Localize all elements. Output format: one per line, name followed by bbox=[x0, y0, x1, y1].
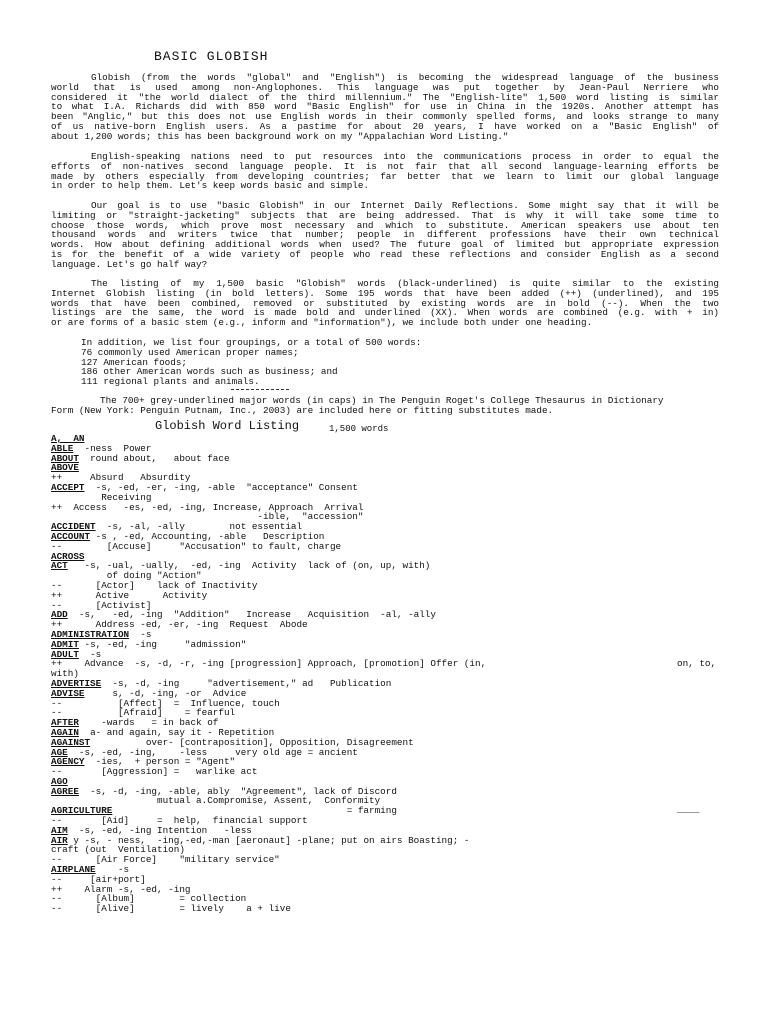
fourth-paragraph bbox=[51, 279, 719, 328]
word-entry: AGREE -s, -d, -ing, -able, ably "Agreement", lack of Discord bbox=[51, 785, 397, 797]
document-title: BASIC GLOBISH bbox=[154, 49, 269, 64]
word-entry: -ible, "accession" bbox=[51, 511, 364, 523]
advance-entry-tail: on, to, bbox=[677, 658, 717, 669]
headword: ADD bbox=[51, 609, 68, 621]
word-entry: ADVISE s, -d, -ing, -or Advice bbox=[51, 687, 247, 699]
paragraph-line: considered it "the world dialect of the third millennium." The "English-lite" 1,500 word listing is similar bbox=[51, 91, 719, 103]
paragraph-line: thousand words and writers twice that number; people in different professions have their own technical bbox=[51, 229, 719, 241]
headword: ABOUT bbox=[51, 452, 79, 464]
word-entry: -- [Afraid] = fearful bbox=[51, 707, 236, 719]
word-entry: -- [Aggression] = warlike act bbox=[51, 766, 258, 778]
word-entry: ABLE -ness Power bbox=[51, 442, 152, 454]
word-entry: -- [Actor] lack of Inactivity bbox=[51, 579, 258, 591]
paragraph-line: words. How about defining additional words when used? The future goal of limited but appropriate expression bbox=[51, 239, 719, 251]
word-entry: ACT -s, -ual, -ually, -ed, -ing Activity lack of (on, up, with) bbox=[51, 560, 431, 572]
paragraph-line: in order to help them. Let's keep words basic and simple. bbox=[51, 180, 370, 192]
listing-title: Globish Word Listing bbox=[155, 419, 300, 433]
word-entry: ++ Advance -s, -d, -r, -ing [progression] Approach, [promotion] Offer (in, bbox=[51, 658, 487, 670]
headword: AGRICULTURE bbox=[51, 805, 113, 817]
headword: ADULT bbox=[51, 648, 79, 660]
paragraph-line: or are forms of a basic stem (e.g., inform and "information"), we include both under one heading. bbox=[51, 317, 593, 329]
word-entry: AGRICULTURE = farming bbox=[51, 805, 397, 817]
document-page bbox=[51, 0, 719, 1024]
word-entry: ++ Access -es, -ed, -ing, Increase, Approach Arrival bbox=[51, 501, 364, 513]
headword: AIRPLANE bbox=[51, 864, 96, 876]
word-entry: ++ Alarm -s, -ed, -ing bbox=[51, 883, 191, 895]
paragraph-line: made by others especially from developing countries; far better that we learn to limit our global language bbox=[51, 170, 719, 182]
word-entry: ADULT -s bbox=[51, 648, 102, 660]
word-entry: -- [Alive] = lively a + live bbox=[51, 903, 291, 915]
paragraph-line: listings are the same, the word is made bold and underlined (XX). When words are combined (e.g. with + in) bbox=[51, 307, 719, 319]
headword: AFTER bbox=[51, 717, 79, 729]
paragraph-line: choose those words, which prove most necessary and which to substitute. American speakers use about ten bbox=[51, 219, 719, 231]
word-entry: AIRPLANE -s bbox=[51, 864, 130, 876]
penguin-note-line2: Form (New York: Penguin Putnam, Inc., 2003) are included here or fitting substitutes made. bbox=[51, 404, 554, 416]
groupings-list bbox=[81, 338, 421, 387]
word-entry: -- [Album] = collection bbox=[51, 893, 247, 905]
headword: ACCEPT bbox=[51, 481, 85, 493]
paragraph-line: is for the benefit of a wide variety of people who read these reflections and consider English as a second bbox=[51, 248, 719, 260]
paragraph-line: world that is used among non-Anglophones. This language was put together by Jean-Paul Nerriere who bbox=[51, 81, 719, 93]
word-entry: ACCOUNT -s , -ed, Accounting, -able Description bbox=[51, 530, 325, 542]
headword: ACCIDENT bbox=[51, 521, 96, 533]
word-entry: ADD -s, -ed, -ing "Addition" Increase Acquisition -al, -ally bbox=[51, 609, 436, 621]
second-paragraph bbox=[51, 152, 719, 191]
word-entry: ++ Active Activity bbox=[51, 589, 208, 601]
headword: A, AN bbox=[51, 433, 85, 444]
headword: ABOVE bbox=[51, 462, 79, 474]
paragraph-line: Internet Globish listing (in bold letters). Some 195 words that have been added (++) (underlined), and 195 bbox=[51, 287, 719, 299]
word-entry: Receiving bbox=[51, 491, 152, 503]
word-entry: AIR y -s, - ness, -ing,-ed,-man [aeronaut] -plane; put on airs Boasting; - bbox=[51, 834, 470, 846]
headword: ABLE bbox=[51, 442, 74, 454]
paragraph-line: limiting or "straight-jacketing" subjects that are being addressed. That is why it will take some time to bbox=[51, 209, 719, 221]
intro-paragraph bbox=[51, 73, 719, 142]
paragraph-line: to what I.A. Richards did with 850 word "Basic English" for use in China in the 1920s. Another attempt has bbox=[51, 101, 719, 113]
headword: AIR bbox=[51, 834, 68, 846]
word-entry: AGAINST over- [contraposition], Opposition, Disagreement bbox=[51, 736, 414, 748]
aircraft-blank: ____ bbox=[677, 804, 700, 815]
headword: ACCOUNT bbox=[51, 530, 91, 542]
word-entry: AGAIN a- and again, say it - Repetition bbox=[51, 726, 275, 738]
word-entry: -- [air+port] bbox=[51, 873, 146, 885]
headword: AGE bbox=[51, 746, 68, 758]
headword: ACROSS bbox=[51, 550, 85, 562]
section-divider bbox=[231, 389, 289, 390]
paragraph-line: efforts of non-natives second language people. It is not fair that all second language-learning efforts be bbox=[51, 160, 719, 172]
word-entry: ++ Address -ed, -er, -ing Request Abode bbox=[51, 619, 308, 631]
third-paragraph bbox=[51, 201, 719, 270]
headword: AGREE bbox=[51, 785, 79, 797]
word-entry: AFTER -wards = in back of bbox=[51, 717, 219, 729]
word-entry: ABOUT round about, about face bbox=[51, 452, 230, 464]
word-entry: AIM -s, -ed, -ing Intention -less bbox=[51, 824, 252, 836]
word-entry: ACCIDENT -s, -al, -ally not essential bbox=[51, 521, 303, 533]
word-entry: -- [Accuse] "Accusation" to fault, charge bbox=[51, 540, 342, 552]
word-entry: of doing "Action" bbox=[51, 570, 202, 582]
word-entry bbox=[51, 434, 719, 444]
word-entry: ADMINISTRATION -s bbox=[51, 628, 152, 640]
headword: AGAIN bbox=[51, 726, 79, 738]
word-entry: -- [Activist] bbox=[51, 599, 152, 611]
paragraph-line: words that have been combined, removed or substituted by existing words are in bold (--). When the two bbox=[51, 297, 719, 309]
word-entry: ++ Absurd Absurdity bbox=[51, 472, 191, 484]
word-entry: ADVERTISE -s, -d, -ing "advertisement," ad Publication bbox=[51, 677, 392, 689]
paragraph-line: The listing of my 1,500 basic "Globish" words (black-underlined) is quite similar to the existing bbox=[91, 278, 719, 289]
penguin-note-line1: The 700+ grey-underlined major words (in caps) in The Penguin Roget's College Thesaurus in Dictionary bbox=[100, 395, 664, 406]
word-entry: -- [Aid] = help, financial support bbox=[51, 815, 308, 827]
word-entry: -- [Affect] = Influence, touch bbox=[51, 697, 280, 709]
word-entry: craft (out Ventilation) bbox=[51, 844, 185, 856]
headword: ADMINISTRATION bbox=[51, 628, 130, 640]
paragraph-line: Globish (from the words "global" and "English") is becoming the widespread language of the business bbox=[91, 72, 719, 83]
headword: ACT bbox=[51, 560, 68, 572]
word-entry: AGENCY -ies, + person = "Agent" bbox=[51, 756, 236, 768]
paragraph-line: Our goal is to use "basic Globish" in our Internet Daily Reflections. Some might say that it will be bbox=[91, 200, 719, 211]
headword: ADVISE bbox=[51, 687, 85, 699]
word-listing bbox=[51, 434, 719, 914]
headword: AIM bbox=[51, 824, 68, 836]
groupings-intro: In addition, we list four groupings, or a total of 500 words: bbox=[81, 337, 422, 348]
headword: ADMIT bbox=[51, 638, 79, 650]
listing-count: 1,500 words bbox=[329, 424, 389, 434]
word-entry: mutual a.Compromise, Assent, Conformity bbox=[51, 795, 381, 807]
penguin-note bbox=[51, 396, 719, 416]
headword: AGO bbox=[51, 775, 68, 787]
grouping-item: 111 regional plants and animals. bbox=[81, 376, 260, 388]
grouping-item: 127 American foods; bbox=[81, 356, 188, 368]
headword: AGAINST bbox=[51, 736, 91, 748]
paragraph-line: been "Anglic," but this does not use English words in their commonly spelled forms, and looks strange to many bbox=[51, 111, 719, 123]
paragraph-line: of us native-born English users. As a pastime for about 20 years, I have worked on a "Basic English" of bbox=[51, 120, 719, 132]
paragraph-line: language. Let's go half way? bbox=[51, 258, 208, 270]
word-entry: ACCEPT -s, -ed, -er, -ing, -able "acceptance" Consent bbox=[51, 481, 358, 493]
paragraph-line: English-speaking nations need to put resources into the communications process in order to equal the bbox=[91, 151, 719, 162]
word-entry: -- [Air Force] "military service" bbox=[51, 854, 280, 866]
grouping-item: 76 commonly used American proper names; bbox=[81, 346, 299, 358]
headword: ADVERTISE bbox=[51, 677, 102, 689]
word-entry: with) bbox=[51, 668, 79, 680]
grouping-item: 186 other American words such as business; and bbox=[81, 366, 338, 378]
word-entry: AGE -s, -ed, -ing, -less very old age = ancient bbox=[51, 746, 358, 758]
headword: AGENCY bbox=[51, 756, 85, 768]
word-entry: ADMIT -s, -ed, -ing "admission" bbox=[51, 638, 247, 650]
paragraph-line: about 1,200 words; this has been background work on my "Appalachian Word Listing." bbox=[51, 130, 509, 142]
